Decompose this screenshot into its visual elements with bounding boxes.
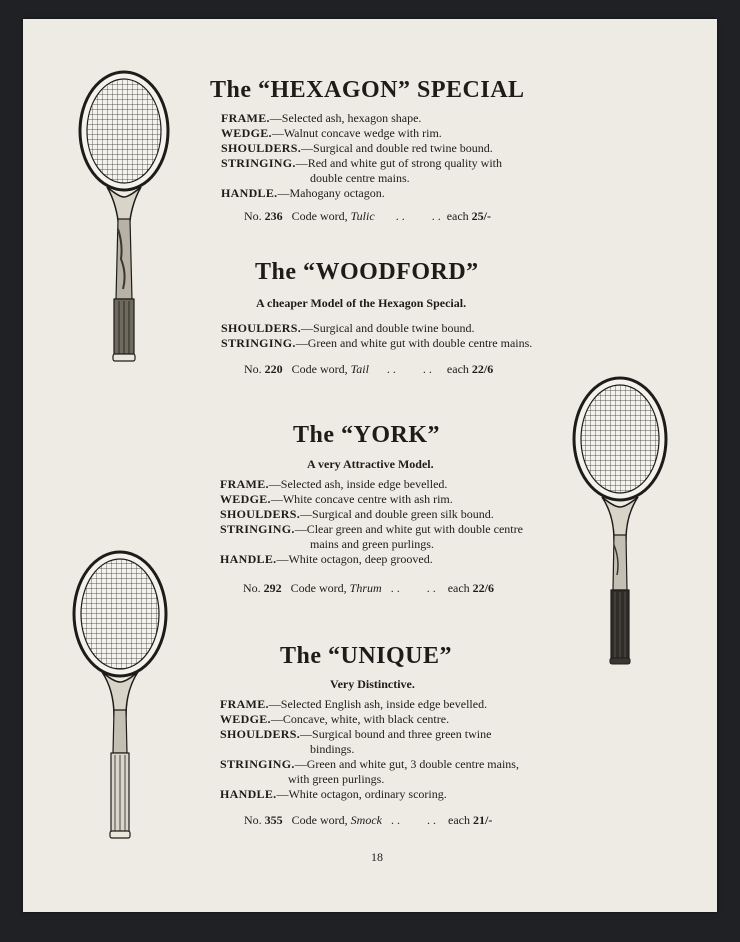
spec-stringing-cont: with green purlings. [288, 772, 385, 786]
spec-handle: HANDLE.—White octagon, deep grooved. [220, 552, 433, 566]
product-title-woodford: The “WOODFORD” [255, 259, 479, 285]
price-line-york: No. 292 Code word, Thrum .. .. each 22/6 [243, 581, 495, 595]
racket-illustration-york [570, 375, 670, 667]
price-line-woodford: No. 220 Code word, Tail .. .. each 22/6 [244, 362, 494, 376]
spec-shoulders-cont: bindings. [310, 742, 355, 756]
spec-wedge: WEDGE.—White concave centre with ash rim. [220, 492, 453, 506]
spec-list-york [220, 477, 523, 567]
spec-shoulders: SHOULDERS.—Surgical and double red twine bound. [221, 141, 493, 155]
spec-list-woodford [221, 321, 532, 351]
spec-stringing-cont: mains and green purlings. [310, 537, 434, 551]
spec-shoulders: SHOULDERS.—Surgical and double green silk bound. [220, 507, 494, 521]
spec-stringing: STRINGING.—Green and white gut, 3 double centre mains, [220, 757, 519, 771]
spec-list-hexagon [221, 111, 502, 201]
spec-frame: FRAME.—Selected ash, inside edge bevelled. [220, 477, 448, 491]
spec-shoulders: SHOULDERS.—Surgical bound and three green twine [220, 727, 492, 741]
price-line-unique: No. 355 Code word, Smock .. .. each 21/- [244, 813, 493, 827]
spec-stringing-cont: double centre mains. [310, 171, 410, 185]
catalogue-page [23, 19, 717, 912]
spec-shoulders: SHOULDERS.—Surgical and double twine bound. [221, 321, 475, 335]
spec-wedge: WEDGE.—Concave, white, with black centre. [220, 712, 450, 726]
spec-list-unique [220, 697, 519, 802]
spec-frame: FRAME.—Selected ash, hexagon shape. [221, 111, 422, 125]
spec-stringing: STRINGING.—Green and white gut with double centre mains. [221, 336, 533, 350]
racket-illustration-hexagon [77, 69, 177, 364]
spec-frame: FRAME.—Selected English ash, inside edge bevelled. [220, 697, 488, 711]
racket-illustration-unique [71, 548, 171, 842]
product-subtitle-unique: Very Distinctive. [330, 677, 415, 691]
spec-handle: HANDLE.—Mahogany octagon. [221, 186, 385, 200]
price-line-hexagon: No. 236 Code word, Tulic .. .. each 25/- [244, 209, 492, 223]
product-title-york: The “YORK” [293, 422, 441, 448]
spec-stringing: STRINGING.—Clear green and white gut with double centre [220, 522, 523, 536]
page-number: 18 [371, 850, 383, 864]
spec-wedge: WEDGE.—Walnut concave wedge with rim. [221, 126, 442, 140]
product-title-hexagon: The “HEXAGON” SPECIAL [210, 77, 525, 103]
spec-handle: HANDLE.—White octagon, ordinary scoring. [220, 787, 447, 801]
product-title-unique: The “UNIQUE” [280, 643, 453, 669]
product-subtitle-woodford: A cheaper Model of the Hexagon Special. [256, 296, 467, 310]
spec-stringing: STRINGING.—Red and white gut of strong quality with [221, 156, 502, 170]
product-subtitle-york: A very Attractive Model. [307, 457, 434, 471]
